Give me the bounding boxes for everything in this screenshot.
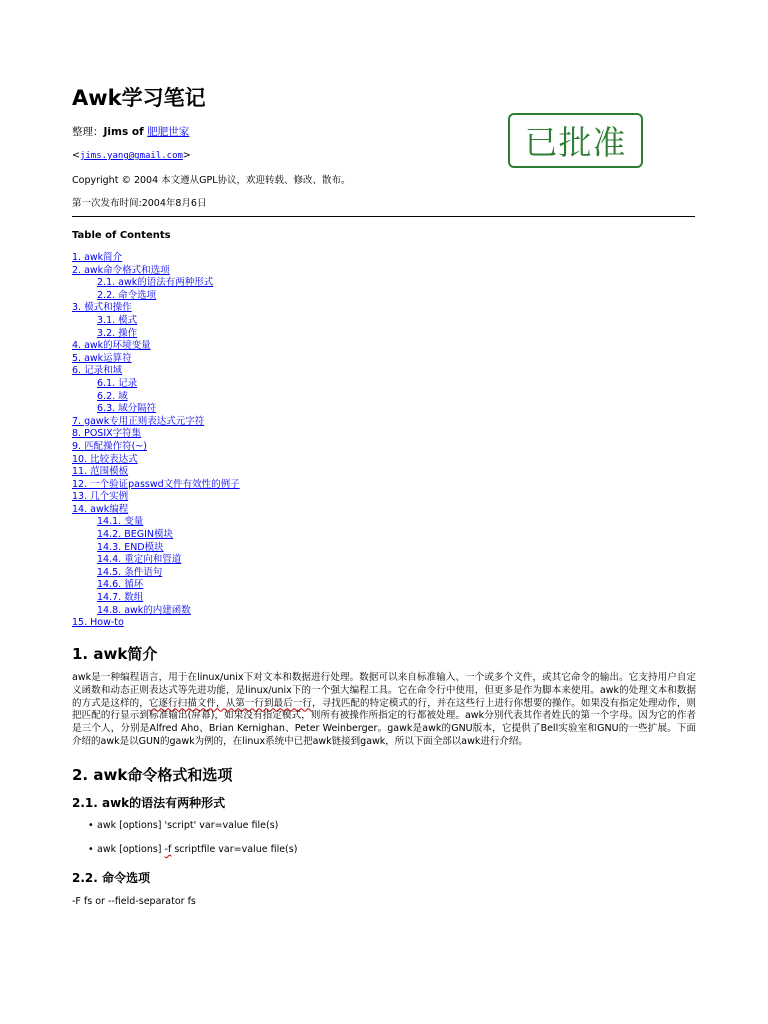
para-part-a: awk是一种编程语言，用于在linux/unix下对文本和数据进行处理。数据可以来自标准输入、一个或多个文件，或其它命令的输出。它支持用户自定义函数和动态正则表达式等先进功能，是linux/unix下的一个强大编程工具。它在命令行中使用，但更多是作为脚本来使用。awk的处理文本和数据的方式是这样的，	[72, 672, 696, 709]
toc-item	[72, 554, 240, 567]
syntax-bullet-item	[72, 844, 297, 868]
organizer-prefix: 整理：	[72, 126, 104, 138]
toc-item	[72, 277, 240, 290]
syntax-bullet-item	[72, 820, 297, 844]
organizer-site-link[interactable]: 肥肥世家	[147, 126, 190, 138]
first-published-text: 第一次发布时间:2004年8月6日	[72, 198, 207, 209]
toc-item	[72, 605, 240, 618]
toc-item	[72, 315, 240, 328]
para-spellcheck-span: 它逐行扫描文件，从第一行到最后一行	[148, 697, 313, 709]
email-open: <	[72, 150, 80, 161]
toc-link[interactable]: 14. awk编程	[72, 503, 129, 515]
toc-item	[72, 340, 240, 353]
section-2-2-heading: 2.2. 命令选项	[72, 871, 150, 885]
toc-link[interactable]: 10. 比较表达式	[72, 453, 138, 465]
toc-item	[72, 504, 240, 517]
email-line	[72, 150, 191, 161]
toc-link[interactable]: 6.3. 域分隔符	[97, 403, 157, 415]
toc-item	[72, 479, 240, 492]
toc-title: Table of Contents	[72, 230, 171, 241]
bullet-dot-icon: •	[88, 844, 94, 855]
section-2-1-heading: 2.1. awk的语法有两种形式	[72, 796, 226, 810]
email-link[interactable]: jims.yang@gmail.com	[79, 151, 183, 161]
toc-link[interactable]: 2.1. awk的语法有两种形式	[97, 277, 214, 289]
toc-link[interactable]: 14.6. 循环	[97, 579, 144, 591]
toc-item	[72, 353, 240, 366]
toc-item	[72, 391, 240, 404]
toc-link[interactable]: 14.7. 数组	[97, 592, 144, 604]
toc-item	[72, 365, 240, 378]
syntax-flag: -f	[164, 844, 172, 855]
toc-link[interactable]: 14.8. awk的内建函数	[97, 604, 191, 616]
approved-stamp: 已批准	[508, 113, 643, 168]
toc-item	[72, 454, 240, 467]
toc-link[interactable]: 9. 匹配操作符(~)	[72, 440, 147, 452]
toc-item	[72, 252, 240, 265]
toc-link[interactable]: 2. awk命令格式和选项	[72, 264, 170, 276]
bullet-dot-icon: •	[88, 820, 94, 831]
toc-link[interactable]: 3.2. 操作	[97, 327, 138, 339]
syntax-form-2a: awk [options]	[97, 844, 165, 855]
toc-item	[72, 403, 240, 416]
toc-item	[72, 378, 240, 391]
toc-item	[72, 265, 240, 278]
para-part-b: ，寻找匹配的特定模式的行，并在这些行上进行你想要的操作。如果没有指定处理动作，则把匹配的行显示到标准输出(屏幕)，如果没有指定模式，则所有被操作所指定的行都被处理。awk分别代表其作者姓氏的第一个字母。因为它的作者是三个人，分别是Alfred Aho、Brian Kernighan、Peter Weinberger。gawk是awk的GNU版本，它提供了Bell实验室和GNU的一些扩展。下面介绍的awk是以GUN的gawk为例的，在linux系统中已把awk链接到gawk，所以下面全部以awk进行介绍。	[72, 697, 696, 747]
syntax-form-1: awk [options] 'script' var=value file(s)	[97, 820, 279, 831]
toc-item	[72, 542, 240, 555]
toc-link[interactable]: 7. gawk专用正则表达式元字符	[72, 415, 205, 427]
doc-title: Awk学习笔记	[72, 86, 206, 110]
toc-item	[72, 579, 240, 592]
toc-link[interactable]: 6.2. 域	[97, 390, 128, 402]
toc-link[interactable]: 14.3. END模块	[97, 541, 164, 553]
toc-item	[72, 529, 240, 542]
section-1-heading: 1. awk简介	[72, 645, 158, 663]
toc-link[interactable]: 11. 范围模板	[72, 466, 129, 478]
toc-link[interactable]: 6. 记录和域	[72, 365, 123, 377]
organizer-line	[72, 124, 189, 139]
toc-link[interactable]: 13. 几个实例	[72, 491, 129, 503]
toc-link[interactable]: 2.2. 命令选项	[97, 289, 157, 301]
section-2-heading: 2. awk命令格式和选项	[72, 766, 233, 784]
email-close: >	[182, 150, 191, 161]
toc-link[interactable]: 15. How-to	[72, 617, 124, 629]
toc-link[interactable]: 4. awk的环境变量	[72, 340, 151, 352]
toc-link[interactable]: 14.2. BEGIN模块	[97, 529, 173, 541]
syntax-bullet-list	[72, 820, 297, 868]
toc-item	[72, 416, 240, 429]
toc-item	[72, 302, 240, 315]
toc-item	[72, 617, 240, 630]
toc-item	[72, 516, 240, 529]
toc-item	[72, 428, 240, 441]
option-line: -F fs or --field-separator fs	[72, 896, 196, 907]
toc-link[interactable]: 3.1. 模式	[97, 314, 138, 326]
table-of-contents	[72, 252, 240, 630]
toc-link[interactable]: 14.5. 条件语句	[97, 566, 163, 578]
toc-link[interactable]: 3. 模式和操作	[72, 302, 132, 314]
toc-link[interactable]: 6.1. 记录	[97, 377, 138, 389]
separator-rule	[72, 216, 695, 217]
toc-link[interactable]: 14.1. 变量	[97, 516, 144, 528]
toc-link[interactable]: 8. POSIX字符集	[72, 428, 142, 440]
toc-item	[72, 328, 240, 341]
toc-link[interactable]: 14.4. 重定向和管道	[97, 554, 182, 566]
toc-link[interactable]: 5. awk运算符	[72, 352, 132, 364]
syntax-form-2b: scriptfile var=value file(s)	[171, 844, 298, 855]
organizer-name: Jims of	[103, 126, 148, 138]
section-1-paragraph	[72, 672, 696, 749]
toc-link[interactable]: 1. awk简介	[72, 252, 123, 263]
toc-item	[72, 290, 240, 303]
copyright-text: Copyright © 2004 本文遵从GPL协议，欢迎转载、修改、散布。	[72, 175, 351, 186]
toc-link[interactable]: 12. 一个验证passwd文件有效性的例子	[72, 478, 240, 490]
toc-item	[72, 567, 240, 580]
toc-item	[72, 441, 240, 454]
toc-item	[72, 466, 240, 479]
toc-item	[72, 592, 240, 605]
toc-item	[72, 491, 240, 504]
